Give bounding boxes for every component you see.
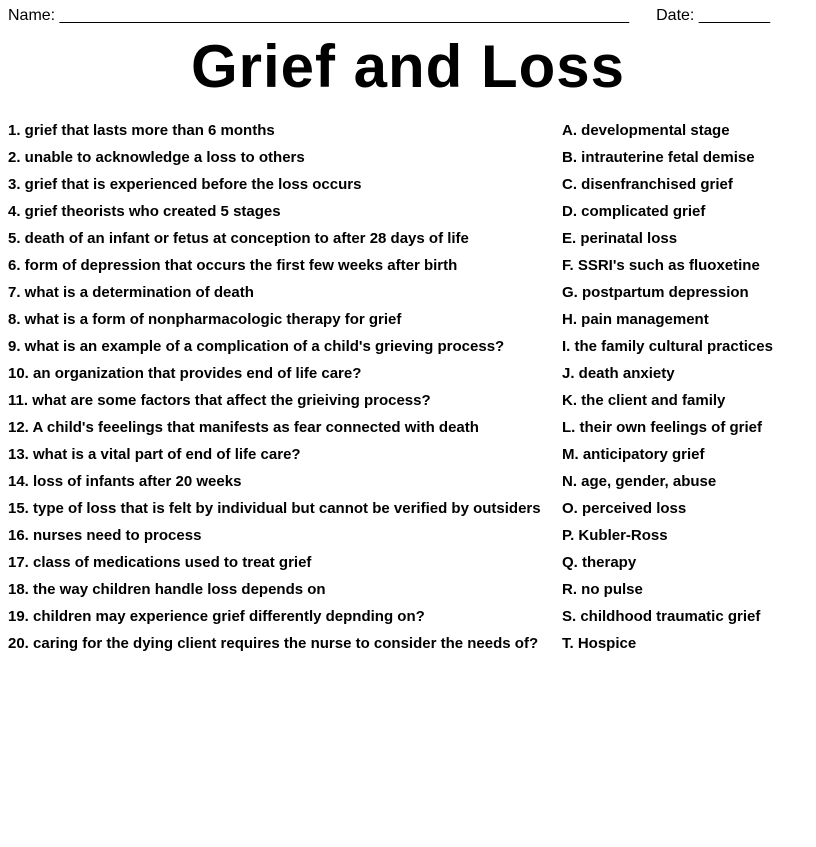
question-item: 15. type of loss that is felt by individual but cannot be verified by outsiders (8, 500, 541, 517)
question-item: 3. grief that is experienced before the loss occurs (8, 176, 362, 193)
answer-item: N. age, gender, abuse (562, 473, 717, 490)
match-row (8, 252, 782, 279)
name-label: Name: (8, 7, 56, 24)
match-row (8, 603, 782, 630)
question-item: 11. what are some factors that affect the grieiving process? (8, 392, 431, 409)
page-title: Grief and Loss (190, 33, 626, 100)
question-item: 10. an organization that provides end of life care? (8, 365, 362, 382)
question-item: 12. A child's feeelings that manifests as fear connected with death (8, 419, 479, 436)
match-row (8, 333, 782, 360)
question-item: 13. what is a vital part of end of life care? (8, 446, 301, 463)
match-row (8, 387, 782, 414)
answer-item: B. intrauterine fetal demise (562, 149, 755, 166)
question-item: 4. grief theorists who created 5 stages (8, 203, 281, 220)
answer-item: E. perinatal loss (562, 230, 678, 247)
question-item: 20. caring for the dying client requires the nurse to consider the needs of? (8, 635, 539, 652)
name-field-group (8, 7, 629, 25)
answer-item: P. Kubler-Ross (562, 527, 668, 544)
match-row (8, 495, 782, 522)
matching-list (8, 117, 782, 657)
question-item: 18. the way children handle loss depends on (8, 581, 326, 598)
name-blank-line: ________________________________________________________________ (59, 7, 630, 24)
answer-item: O. perceived loss (562, 500, 687, 517)
date-field-group (656, 7, 770, 25)
date-blank-line: ________ (698, 7, 770, 24)
question-item: 16. nurses need to process (8, 527, 202, 544)
answer-item: C. disenfranchised grief (562, 176, 733, 193)
answer-item: K. the client and family (562, 392, 726, 409)
match-row (8, 198, 782, 225)
question-item: 1. grief that lasts more than 6 months (8, 122, 275, 139)
question-item: 17. class of medications used to treat grief (8, 554, 312, 571)
answer-item: J. death anxiety (562, 365, 675, 382)
match-row (8, 549, 782, 576)
match-row (8, 630, 782, 657)
match-row (8, 522, 782, 549)
question-item: 6. form of depression that occurs the first few weeks after birth (8, 257, 458, 274)
answer-item: M. anticipatory grief (562, 446, 705, 463)
match-row (8, 441, 782, 468)
match-row (8, 144, 782, 171)
answer-item: H. pain management (562, 311, 709, 328)
question-item: 8. what is a form of nonpharmacologic therapy for grief (8, 311, 402, 328)
match-row (8, 306, 782, 333)
match-row (8, 414, 782, 441)
answer-item: A. developmental stage (562, 122, 730, 139)
match-row (8, 225, 782, 252)
match-row (8, 360, 782, 387)
answer-item: G. postpartum depression (562, 284, 749, 301)
match-row (8, 171, 782, 198)
question-item: 7. what is a determination of death (8, 284, 254, 301)
question-item: 9. what is an example of a complication of a child's grieving process? (8, 338, 505, 355)
question-item: 14. loss of infants after 20 weeks (8, 473, 242, 490)
answer-item: D. complicated grief (562, 203, 706, 220)
answer-item: T. Hospice (562, 635, 637, 652)
date-label: Date: (656, 7, 695, 24)
match-row (8, 468, 782, 495)
question-item: 2. unable to acknowledge a loss to others (8, 149, 305, 166)
match-row (8, 576, 782, 603)
question-item: 5. death of an infant or fetus at conception to after 28 days of life (8, 230, 469, 247)
answer-item: I. the family cultural practices (562, 338, 773, 355)
answer-item: F. SSRI's such as fluoxetine (562, 257, 760, 274)
match-row (8, 117, 782, 144)
answer-item: S. childhood traumatic grief (562, 608, 761, 625)
match-row (8, 279, 782, 306)
answer-item: R. no pulse (562, 581, 643, 598)
worksheet-header (0, 0, 816, 25)
answer-item: L. their own feelings of grief (562, 419, 763, 436)
answer-item: Q. therapy (562, 554, 637, 571)
question-item: 19. children may experience grief differently depnding on? (8, 608, 425, 625)
